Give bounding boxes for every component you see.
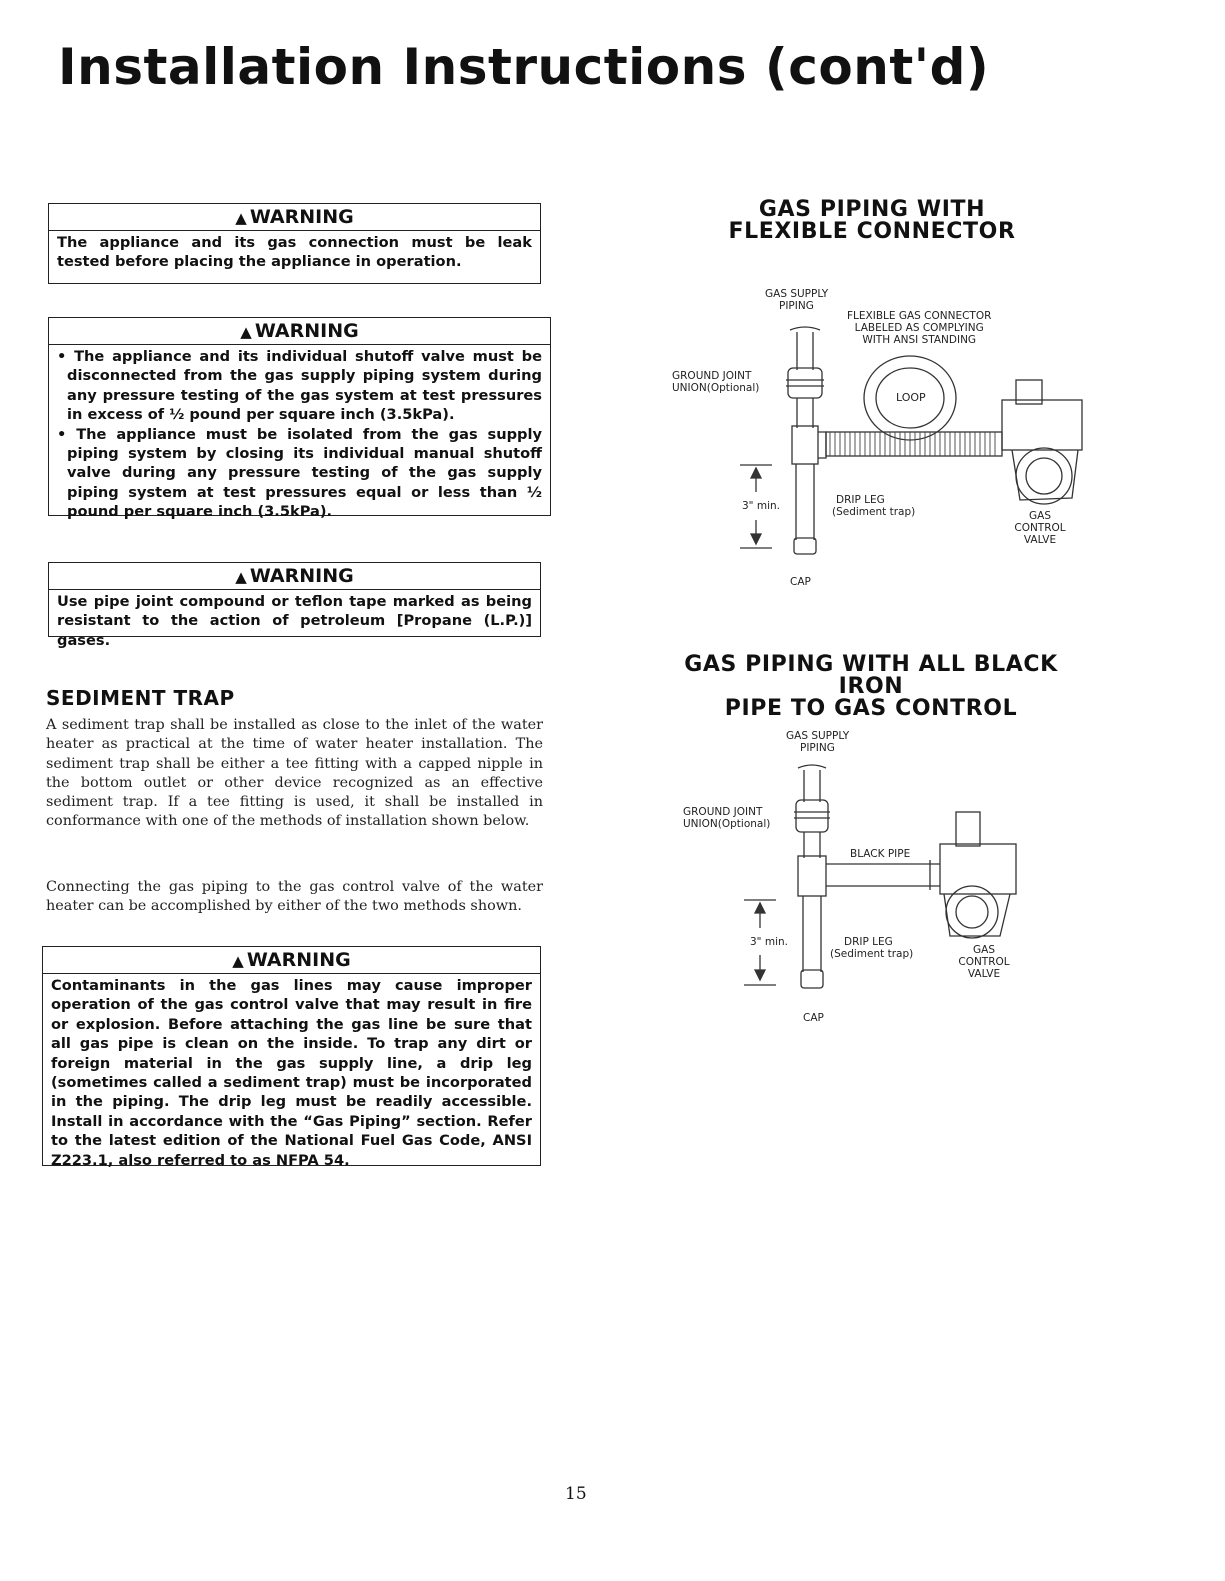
label-drip-leg-2: DRIP LEG (Sediment trap) — [830, 936, 914, 960]
warning-text: Use pipe joint compound or teflon tape marked as being resistant to the action of petroleum [Propane (L.P.)] gases. — [57, 593, 532, 649]
page-number: 15 — [565, 1484, 587, 1504]
label-3in-min-2: 3" min. — [750, 936, 788, 948]
flexible-connector — [826, 432, 1002, 456]
ground-joint-union — [788, 368, 822, 398]
label-loop: LOOP — [896, 391, 926, 404]
warning-box-pipe-compound — [48, 562, 541, 649]
warning-box-contaminants — [42, 946, 541, 1169]
warning-bullet: • The appliance and its individual shutoff valve must be disconnected from the gas supply piping system during any pressure testing of the gas system at test pressures in excess of ½ pound per square inch (3.5kPa). — [57, 348, 542, 424]
ground-joint-union — [796, 800, 828, 832]
gas-supply-pipe — [797, 332, 813, 370]
section-heading-sediment-trap: SEDIMENT TRAP — [46, 686, 235, 710]
warning-heading: ▲ WARNING — [43, 947, 540, 974]
tee-fitting — [792, 426, 818, 464]
gas-control-valve-body — [1002, 400, 1082, 450]
label-gas-supply-2: GAS SUPPLY PIPING — [786, 730, 850, 754]
label-gas-control-valve-2: GAS CONTROL VALVE — [958, 944, 1010, 980]
diagram1-title: GAS PIPING WITH FLEXIBLE CONNECTOR — [728, 197, 1016, 244]
warning-triangle-icon: ▲ — [235, 568, 247, 586]
warning-bullet: • The appliance must be isolated from the gas supply piping system by closing its individual manual shutoff valve during any pressure testing of the gas supply piping system at test pressures equal or less than ½ pound per square inch (3.5kPa). — [57, 425, 542, 521]
black-pipe — [826, 864, 940, 886]
warning-heading: ▲ WARNING — [49, 204, 540, 231]
label-gas-supply: GAS SUPPLY PIPING — [765, 288, 829, 312]
gas-control-dial — [1016, 448, 1072, 504]
cap — [794, 538, 816, 554]
warning-triangle-icon: ▲ — [232, 952, 244, 970]
label-gas-control-valve: GAS CONTROL VALVE — [1014, 510, 1066, 546]
warning-box-leak-test — [48, 203, 541, 284]
diagram-black-iron-pipe — [660, 740, 1080, 1040]
label-cap-2: CAP — [803, 1012, 824, 1024]
cap — [801, 970, 823, 988]
label-3in-min: 3" min. — [742, 500, 780, 512]
label-flexible-connector: FLEXIBLE GAS CONNECTOR LABELED AS COMPLYING WITH ANSI STANDING — [847, 310, 992, 346]
warning-triangle-icon: ▲ — [235, 209, 247, 227]
warning-box-shutoff-valve — [48, 317, 551, 521]
label-cap: CAP — [790, 576, 811, 588]
warning-heading: ▲ WARNING — [49, 563, 540, 590]
page-title: Installation Instructions (cont'd) — [58, 38, 990, 96]
drip-leg-pipe — [803, 896, 821, 972]
sediment-trap-paragraph: A sediment trap shall be installed as close to the inlet of the water heater as practical at the time of water heater installation. The sediment trap shall be either a tee fitting with a capped nipple in the bottom outlet or other device recognized as an effective sediment trap. If a tee fitting is used, it shall be installed in conformance with one of the methods of installation shown below. — [46, 717, 543, 830]
label-ground-joint-2: GROUND JOINT UNION(Optional) — [683, 806, 771, 830]
diagram2-title: GAS PIPING WITH ALL BLACK IRON PIPE TO GAS CONTROL — [684, 652, 1058, 721]
connecting-paragraph: Connecting the gas piping to the gas control valve of the water heater can be accomplished by either of the two methods shown. — [46, 879, 543, 915]
warning-heading: ▲ WARNING — [49, 318, 550, 345]
warning-triangle-icon: ▲ — [240, 323, 252, 341]
tee-fitting — [798, 856, 826, 896]
gas-supply-pipe — [804, 770, 820, 802]
label-ground-joint: GROUND JOINT UNION(Optional) — [672, 370, 760, 394]
label-drip-leg: DRIP LEG (Sediment trap) — [832, 494, 916, 518]
label-black-pipe: BLACK PIPE — [850, 848, 911, 860]
drip-leg-pipe — [796, 464, 814, 540]
warning-text: Contaminants in the gas lines may cause improper operation of the gas control valve that may result in fire or explosion. Before attaching the gas line be sure that all gas pipe is clean on the inside. To trap any dirt or foreign material in the gas supply line, a drip leg (sometimes called a sediment trap) must be incorporated in the piping. The drip leg must be readily accessible. Install in accordance with the “Gas Piping” section. Refer to the latest edition of the National Fuel Gas Code, ANSI Z223.1, also referred to as NFPA 54. — [51, 977, 532, 1169]
warning-text: The appliance and its gas connection must be leak tested before placing the appliance in operation. — [57, 234, 532, 271]
